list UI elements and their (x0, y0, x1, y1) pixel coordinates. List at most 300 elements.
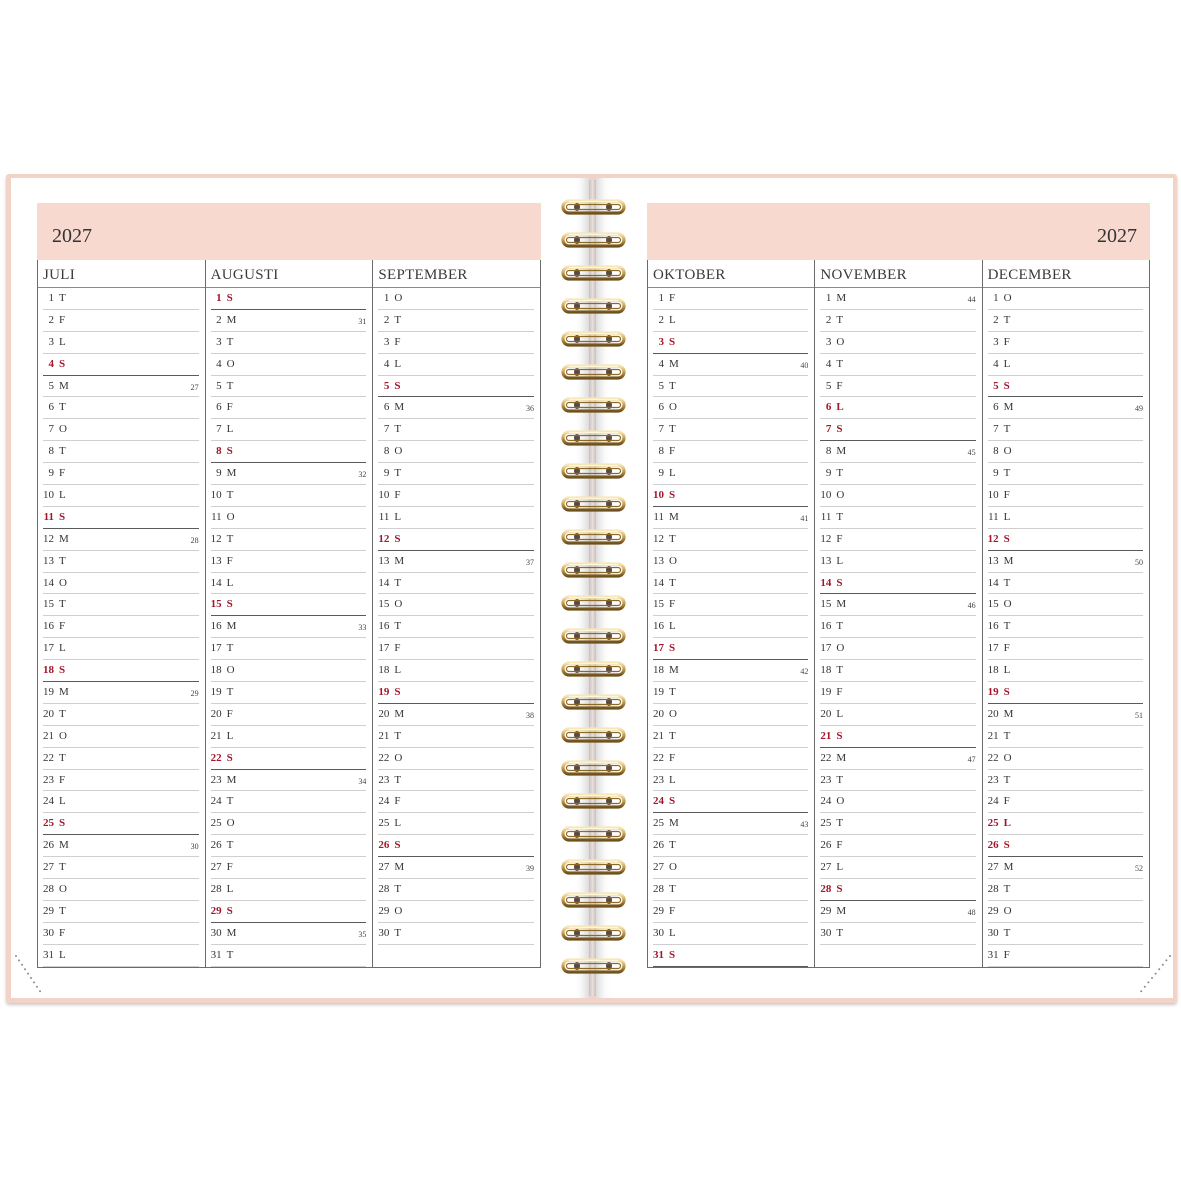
day-number: 13 (820, 554, 832, 567)
day-row (815, 594, 981, 616)
month-name: AUGUSTI (206, 260, 373, 288)
week-number: 40 (800, 360, 809, 370)
day-row (206, 441, 373, 463)
day-number: 18 (820, 664, 832, 677)
month-column (982, 260, 1149, 967)
weekday-letter: T (669, 576, 676, 589)
weekday-letter: O (394, 598, 403, 611)
day-row (373, 376, 540, 398)
week-number: 33 (358, 623, 367, 633)
day-row (373, 485, 540, 507)
day-number: 25 (820, 817, 832, 830)
day-row (206, 726, 373, 748)
day-row (373, 594, 540, 616)
day-number: 7 (383, 423, 390, 436)
weekday-letter: L (669, 620, 676, 633)
day-number: 5 (658, 379, 664, 392)
day-row (38, 507, 205, 529)
weekday-letter: O (59, 883, 67, 896)
weekday-letter: M (1003, 861, 1014, 874)
day-number: 15 (210, 598, 222, 611)
day-row (373, 573, 540, 595)
weekday-letter: F (59, 926, 66, 939)
day-number: 29 (43, 904, 54, 917)
day-number: 15 (820, 598, 832, 611)
day-row (983, 376, 1149, 398)
day-row (648, 682, 814, 704)
day-row (648, 551, 814, 573)
weekday-letter: F (1003, 335, 1010, 348)
day-row (648, 507, 814, 529)
day-row (815, 288, 981, 310)
weekday-letter: O (1003, 598, 1012, 611)
day-number: 25 (378, 817, 390, 830)
weekday-letter: L (669, 313, 676, 326)
day-number: 20 (820, 707, 832, 720)
day-number: 12 (820, 532, 832, 545)
weekday-letter: T (836, 467, 844, 480)
day-number: 22 (378, 751, 390, 764)
day-row (206, 397, 373, 419)
week-number: 32 (358, 470, 367, 480)
day-row (373, 551, 540, 573)
day-row (648, 463, 814, 485)
weekday-letter: S (226, 751, 233, 764)
day-row (373, 419, 540, 441)
weekday-letter: S (669, 948, 676, 961)
day-number: 4 (383, 357, 390, 370)
day-number: 3 (993, 335, 999, 348)
day-row (815, 332, 981, 354)
day-row (648, 288, 814, 310)
week-number: 30 (190, 842, 199, 852)
day-number: 9 (993, 467, 999, 480)
week-number: 46 (967, 601, 976, 611)
month-name: SEPTEMBER (373, 260, 540, 288)
weekday-letter: F (226, 861, 233, 874)
day-row (38, 726, 205, 748)
day-row (373, 791, 540, 813)
day-number: 18 (987, 664, 999, 677)
day-number: 21 (987, 729, 999, 742)
day-row (648, 835, 814, 857)
day-row (206, 748, 373, 770)
year-label: 2027 (1097, 225, 1137, 247)
weekday-letter: O (1003, 904, 1012, 917)
weekday-letter: T (226, 686, 234, 699)
weekday-letter: L (59, 795, 66, 808)
left-page (11, 178, 589, 998)
day-number: 19 (987, 686, 999, 699)
weekday-letter: T (1003, 467, 1011, 480)
day-row (206, 376, 373, 398)
day-row (983, 638, 1149, 660)
day-number: 18 (653, 664, 664, 677)
day-number: 28 (210, 883, 222, 896)
weekday-letter: T (59, 861, 66, 874)
day-row (206, 551, 373, 573)
day-number: 4 (993, 357, 999, 370)
weekday-letter: O (1003, 751, 1012, 764)
day-number: 1 (383, 292, 390, 304)
day-row (983, 332, 1149, 354)
day-row (206, 638, 373, 660)
day-row (983, 288, 1149, 310)
day-row (373, 441, 540, 463)
day-number: 14 (820, 576, 832, 589)
day-row (206, 857, 373, 879)
day-number: 26 (820, 839, 832, 852)
day-number: 16 (987, 620, 999, 633)
day-number: 28 (378, 883, 390, 896)
weekday-letter: M (836, 598, 847, 611)
weekday-letter: T (836, 510, 844, 523)
weekday-letter: M (1003, 554, 1014, 567)
weekday-letter: F (59, 773, 66, 786)
weekday-letter: L (226, 423, 234, 436)
day-number: 11 (43, 510, 54, 523)
day-number: 24 (987, 795, 999, 808)
year-label: 2027 (52, 225, 92, 247)
day-row (815, 901, 981, 923)
day-number: 27 (653, 861, 664, 874)
day-row (206, 507, 373, 529)
day-row (983, 463, 1149, 485)
weekday-letter: T (394, 576, 402, 589)
day-row (206, 704, 373, 726)
weekday-letter: O (836, 642, 845, 655)
day-number: 27 (210, 861, 222, 874)
day-row (206, 310, 373, 332)
day-row (815, 835, 981, 857)
weekday-letter: S (669, 335, 676, 348)
weekday-letter: S (59, 817, 66, 830)
weekday-letter: F (226, 554, 233, 567)
weekday-letter: M (836, 904, 847, 917)
day-row (648, 638, 814, 660)
weekday-letter: O (836, 335, 845, 348)
day-row (815, 616, 981, 638)
day-row (815, 441, 981, 463)
day-number: 23 (378, 773, 390, 786)
weekday-letter: M (1003, 401, 1014, 414)
day-row (815, 879, 981, 901)
day-row (815, 485, 981, 507)
weekday-letter: T (1003, 883, 1011, 896)
week-number: 43 (800, 820, 809, 830)
weekday-letter: S (1003, 839, 1010, 852)
day-row (983, 682, 1149, 704)
day-row (815, 507, 981, 529)
weekday-letter: F (394, 795, 401, 808)
weekday-letter: T (59, 445, 66, 458)
weekday-letter: L (59, 489, 66, 502)
day-row (373, 616, 540, 638)
day-number: 5 (825, 379, 832, 392)
day-number: 16 (653, 620, 664, 633)
day-row (648, 485, 814, 507)
weekday-letter: L (836, 861, 844, 874)
day-number: 30 (43, 926, 54, 939)
weekday-letter: T (836, 313, 844, 326)
day-number: 29 (987, 904, 999, 917)
day-number: 8 (216, 445, 222, 458)
day-row (983, 770, 1149, 792)
week-number: 52 (1134, 864, 1143, 874)
day-number: 8 (48, 445, 54, 458)
weekday-letter: M (226, 467, 237, 480)
day-number: 10 (210, 489, 222, 502)
day-number: 22 (987, 751, 999, 764)
day-row (983, 551, 1149, 573)
day-number: 15 (378, 598, 390, 611)
month-grid (647, 260, 1150, 968)
weekday-letter: T (1003, 423, 1011, 436)
week-number: 48 (967, 907, 976, 917)
day-number: 25 (210, 817, 222, 830)
day-number: 20 (987, 707, 999, 720)
weekday-letter: T (1003, 773, 1011, 786)
day-row (373, 813, 540, 835)
day-row (815, 354, 981, 376)
month-name: OKTOBER (648, 260, 814, 288)
day-row (648, 310, 814, 332)
day-number: 3 (216, 335, 222, 348)
weekday-letter: T (836, 357, 844, 370)
day-number: 9 (216, 467, 222, 480)
day-row (206, 419, 373, 441)
day-row (648, 901, 814, 923)
weekday-letter: M (394, 861, 405, 874)
day-row (38, 594, 205, 616)
day-row (206, 901, 373, 923)
day-row (815, 397, 981, 419)
day-number: 11 (988, 510, 999, 523)
day-number: 1 (993, 292, 999, 304)
day-row (38, 397, 205, 419)
day-number: 6 (48, 401, 54, 414)
day-number: 12 (378, 532, 390, 545)
weekday-letter: L (59, 335, 66, 348)
day-number: 7 (48, 423, 54, 436)
day-number: 22 (653, 751, 664, 764)
day-row (38, 419, 205, 441)
weekday-letter: O (394, 751, 403, 764)
day-row (373, 507, 540, 529)
day-number: 23 (653, 773, 664, 786)
day-row (983, 594, 1149, 616)
weekday-letter: M (394, 401, 405, 414)
weekday-letter: F (1003, 489, 1010, 502)
day-number: 27 (820, 861, 832, 874)
day-number: 3 (383, 335, 390, 348)
day-number: 9 (48, 467, 54, 480)
day-row (648, 857, 814, 879)
weekday-letter: O (226, 510, 235, 523)
day-number: 17 (820, 642, 832, 655)
weekday-letter: M (669, 817, 679, 830)
day-number: 23 (43, 773, 54, 786)
weekday-letter: F (1003, 795, 1010, 808)
day-number: 16 (43, 620, 54, 633)
day-row (983, 310, 1149, 332)
day-number: 8 (658, 445, 664, 458)
weekday-letter: S (1003, 532, 1010, 545)
weekday-letter: T (836, 620, 844, 633)
day-number: 14 (43, 576, 54, 589)
day-number: 24 (820, 795, 832, 808)
week-number: 36 (526, 404, 535, 414)
day-row (983, 748, 1149, 770)
day-row (38, 791, 205, 813)
weekday-letter: S (226, 292, 233, 304)
weekday-letter: L (226, 576, 234, 589)
day-number: 21 (378, 729, 390, 742)
day-number: 7 (993, 423, 999, 436)
weekday-letter: M (59, 686, 69, 699)
day-row (815, 748, 981, 770)
day-number: 10 (820, 489, 832, 502)
day-number: 9 (825, 467, 832, 480)
day-number: 13 (43, 554, 54, 567)
day-row (983, 397, 1149, 419)
weekday-letter: L (394, 357, 402, 370)
day-number: 1 (825, 292, 832, 304)
weekday-letter: O (669, 554, 677, 567)
weekday-letter: T (59, 751, 66, 764)
weekday-letter: T (226, 642, 234, 655)
day-number: 26 (378, 839, 390, 852)
day-row (38, 616, 205, 638)
weekday-letter: O (669, 861, 677, 874)
day-number: 1 (658, 292, 664, 304)
day-row (38, 879, 205, 901)
day-number: 2 (825, 313, 832, 326)
day-row (648, 791, 814, 813)
day-number: 19 (820, 686, 832, 699)
day-row (983, 879, 1149, 901)
weekday-letter: F (836, 686, 843, 699)
weekday-letter: T (394, 620, 402, 633)
day-row (815, 770, 981, 792)
weekday-letter: T (836, 817, 844, 830)
day-number: 3 (48, 335, 54, 348)
week-number: 41 (800, 513, 809, 523)
day-row (38, 704, 205, 726)
weekday-letter: L (669, 926, 676, 939)
day-row (38, 857, 205, 879)
day-number: 5 (216, 379, 222, 392)
day-row (815, 791, 981, 813)
day-row (815, 704, 981, 726)
day-number: 4 (48, 357, 54, 370)
weekday-letter: S (394, 839, 401, 852)
day-number: 21 (653, 729, 664, 742)
day-row (983, 660, 1149, 682)
day-number: 16 (820, 620, 832, 633)
day-number: 30 (820, 926, 832, 939)
day-number: 19 (378, 686, 390, 699)
weekday-letter: F (394, 642, 401, 655)
year-header-band (37, 203, 541, 260)
week-number: 44 (967, 295, 976, 304)
weekday-letter: S (394, 532, 401, 545)
day-row (983, 726, 1149, 748)
day-number: 2 (993, 313, 999, 326)
day-number: 21 (43, 729, 54, 742)
weekday-letter: F (669, 904, 676, 917)
weekday-letter: T (669, 379, 676, 392)
weekday-letter: S (669, 642, 676, 655)
day-number: 30 (987, 926, 999, 939)
weekday-letter: L (1003, 357, 1011, 370)
day-row (373, 704, 540, 726)
day-row (648, 332, 814, 354)
day-number: 22 (820, 751, 832, 764)
day-row (373, 529, 540, 551)
day-number: 4 (216, 357, 222, 370)
day-row (983, 616, 1149, 638)
day-row (206, 354, 373, 376)
day-number: 19 (653, 686, 664, 699)
day-row (38, 376, 205, 398)
day-number: 13 (653, 554, 664, 567)
weekday-letter: O (836, 489, 845, 502)
weekday-letter: L (669, 467, 676, 480)
day-row (983, 354, 1149, 376)
day-row (983, 485, 1149, 507)
day-row (38, 573, 205, 595)
day-row (38, 901, 205, 923)
day-row (983, 704, 1149, 726)
weekday-letter: S (226, 598, 233, 611)
weekday-letter: T (669, 423, 676, 436)
year-header-band (647, 203, 1150, 260)
weekday-letter: M (226, 926, 237, 939)
weekday-letter: T (226, 839, 234, 852)
day-row (38, 288, 205, 310)
day-row (373, 835, 540, 857)
right-page (596, 178, 1173, 998)
day-row (983, 813, 1149, 835)
day-row (815, 638, 981, 660)
day-row (648, 397, 814, 419)
week-number: 50 (1134, 557, 1143, 567)
day-number: 27 (987, 861, 999, 874)
day-row (38, 813, 205, 835)
weekday-letter: T (226, 948, 234, 961)
weekday-letter: S (669, 489, 676, 502)
day-number: 24 (43, 795, 54, 808)
day-row (38, 638, 205, 660)
week-number: 37 (526, 557, 535, 567)
day-number: 15 (653, 598, 664, 611)
day-number: 2 (48, 313, 54, 326)
weekday-letter: O (669, 401, 677, 414)
weekday-letter: S (836, 423, 843, 436)
day-number: 9 (383, 467, 390, 480)
weekday-letter: M (226, 620, 237, 633)
weekday-letter: T (669, 883, 676, 896)
day-row (648, 529, 814, 551)
day-number: 6 (825, 401, 832, 414)
weekday-letter: F (59, 313, 66, 326)
day-number: 10 (653, 489, 664, 502)
spine-gap (589, 180, 596, 996)
day-number: 19 (43, 686, 54, 699)
weekday-letter: T (226, 489, 234, 502)
day-number: 15 (987, 598, 999, 611)
